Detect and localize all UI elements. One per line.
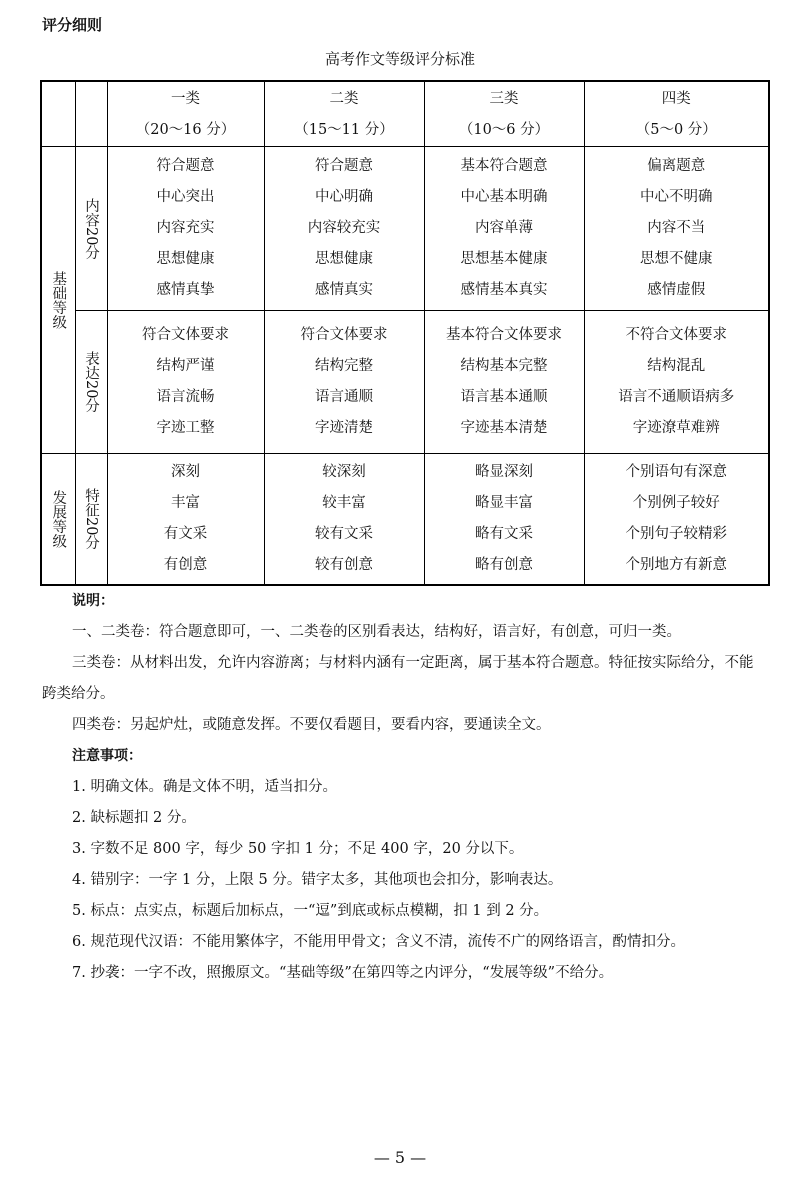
header-blank-cell (75, 81, 107, 147)
cell-line: 中心突出 (156, 189, 215, 205)
cell-line: 感情真实 (315, 282, 373, 298)
row-label-expression (75, 311, 107, 454)
cell-line: 中心不明确 (640, 189, 713, 205)
column-range: （20～16 分） (135, 122, 236, 138)
cell-line: 内容较充实 (307, 220, 381, 236)
table-row-content (41, 147, 769, 311)
table-cell (107, 311, 264, 454)
explain-paragraph: 三类卷：从材料出发，允许内容游离；与材料内涵有一定距离，属于基本符合题意。特征按实际给分，不能跨类给分。 (42, 655, 754, 702)
attention-heading: 注意事项： (72, 748, 142, 764)
column-range: （10～6 分） (458, 122, 550, 138)
attention-item: 1. 明确文体。确是文体不明，适当扣分。 (72, 779, 337, 795)
cell-line: 结构基本完整 (460, 358, 548, 374)
row-label-content (75, 147, 107, 311)
header-blank-cell (41, 81, 75, 147)
attention-item: 5. 标点：点实点，标题后加标点，一“逗”到底或标点模糊，扣 1 到 2 分。 (72, 903, 549, 919)
table-cell (584, 311, 769, 454)
cell-line: 略显丰富 (475, 495, 533, 511)
table-cell (264, 147, 424, 311)
cell-line: 偏离题意 (647, 158, 706, 174)
cell-line: 结构混乱 (647, 358, 706, 374)
cell-line: 个别地方有新意 (625, 557, 727, 573)
column-header-3 (424, 81, 584, 147)
table-title: 高考作文等级评分标准 (324, 50, 475, 68)
attention-item: 7. 抄袭：一字不改，照搬原文。“基础等级”在第四等之内评分，“发展等级”不给分。 (72, 965, 614, 981)
cell-line: 有创意 (163, 557, 208, 573)
cell-line: 结构完整 (315, 358, 373, 374)
cell-line: 语言通顺 (315, 389, 373, 405)
cell-line: 感情虚假 (647, 282, 706, 298)
cell-line: 有文采 (163, 526, 208, 542)
cell-line: 字迹工整 (156, 420, 215, 436)
cell-line: 符合题意 (315, 158, 373, 174)
cell-line: 符合文体要求 (142, 327, 229, 343)
attention-item: 2. 缺标题扣 2 分。 (72, 810, 196, 826)
column-name: 三类 (489, 91, 519, 107)
cell-line: 个别句子较精彩 (625, 526, 727, 542)
cell-line: 思想健康 (156, 251, 215, 267)
table-cell (107, 147, 264, 311)
cell-line: 丰富 (171, 495, 200, 511)
cell-line: 字迹潦草难辨 (632, 420, 720, 436)
cell-line: 中心明确 (315, 189, 373, 205)
table-cell (424, 311, 584, 454)
cell-line: 语言基本通顺 (460, 389, 548, 405)
table-cell (264, 311, 424, 454)
row-label-text: 内容20分 (83, 197, 99, 260)
cell-line: 思想不健康 (640, 251, 713, 267)
grading-table (40, 80, 770, 586)
cell-line: 内容充实 (156, 220, 215, 236)
table-cell (584, 147, 769, 311)
attention-item: 3. 字数不足 800 字，每少 50 字扣 1 分；不足 400 字，20 分以下。 (72, 841, 524, 857)
explain-heading: 说明： (72, 593, 114, 609)
cell-line: 较深刻 (322, 464, 366, 480)
cell-line: 较有创意 (315, 557, 373, 573)
cell-line: 字迹基本清楚 (460, 420, 548, 436)
table-header-row (41, 81, 769, 147)
group-label-text: 基础等级 (50, 271, 67, 329)
column-range: （15～11 分） (294, 122, 394, 138)
table-cell (264, 454, 424, 586)
cell-line: 语言不通顺语病多 (618, 389, 735, 405)
cell-line: 个别语句有深意 (625, 464, 727, 480)
column-name: 一类 (171, 91, 200, 107)
cell-line: 字迹清楚 (315, 420, 373, 436)
column-name: 四类 (661, 91, 691, 107)
attention-item: 4. 错别字：一字 1 分，上限 5 分。错字太多，其他项也会扣分，影响表达。 (72, 872, 563, 888)
cell-line: 深刻 (171, 464, 200, 480)
group-label-develop (41, 454, 75, 586)
row-label-feature (75, 454, 107, 586)
column-header-1 (107, 81, 264, 147)
cell-line: 内容不当 (647, 220, 706, 236)
cell-line: 略显深刻 (475, 464, 533, 480)
cell-line: 语言流畅 (156, 389, 215, 405)
table-cell (424, 454, 584, 586)
explain-paragraph: 四类卷：另起炉灶，或随意发挥。不要仅看题目，要看内容，要通读全文。 (72, 717, 551, 733)
cell-line: 符合文体要求 (300, 327, 388, 343)
table-row-expression (41, 311, 769, 454)
cell-line: 结构严谨 (156, 358, 215, 374)
attention-item: 6. 规范现代汉语：不能用繁体字，不能用甲骨文；含义不清，流传不广的网络语言，酌情扣分。 (72, 934, 685, 950)
cell-line: 不符合文体要求 (625, 327, 727, 343)
cell-line: 内容单薄 (475, 220, 533, 236)
cell-line: 感情真挚 (156, 282, 215, 298)
column-header-2 (264, 81, 424, 147)
cell-line: 中心基本明确 (460, 189, 548, 205)
cell-line: 基本符合题意 (460, 158, 548, 174)
cell-line: 略有文采 (475, 526, 533, 542)
table-cell (424, 147, 584, 311)
cell-line: 思想基本健康 (460, 251, 548, 267)
cell-line: 较丰富 (322, 495, 366, 511)
cell-line: 基本符合文体要求 (446, 327, 562, 343)
row-label-text: 表达20分 (83, 351, 99, 413)
column-header-4 (584, 81, 769, 147)
row-label-text: 特征20分 (83, 488, 99, 550)
cell-line: 符合题意 (156, 158, 215, 174)
group-label-text: 发展等级 (50, 490, 67, 548)
cell-line: 感情基本真实 (460, 282, 548, 298)
cell-line: 略有创意 (475, 557, 533, 573)
group-label-basic (41, 147, 75, 454)
table-cell (584, 454, 769, 586)
column-range: （5～0 分） (635, 122, 717, 138)
page-number: — 5 — (373, 1148, 427, 1167)
table-cell (107, 454, 264, 586)
table-row-feature (41, 454, 769, 586)
section-label: 评分细则 (42, 16, 103, 34)
column-name: 二类 (329, 91, 359, 107)
explain-paragraph: 一、二类卷：符合题意即可，一、二类卷的区别看表达，结构好，语言好，有创意，可归一类。 (72, 624, 681, 640)
cell-line: 个别例子较好 (632, 495, 720, 511)
cell-line: 较有文采 (315, 526, 373, 542)
notes-section (42, 586, 762, 989)
cell-line: 思想健康 (315, 251, 373, 267)
